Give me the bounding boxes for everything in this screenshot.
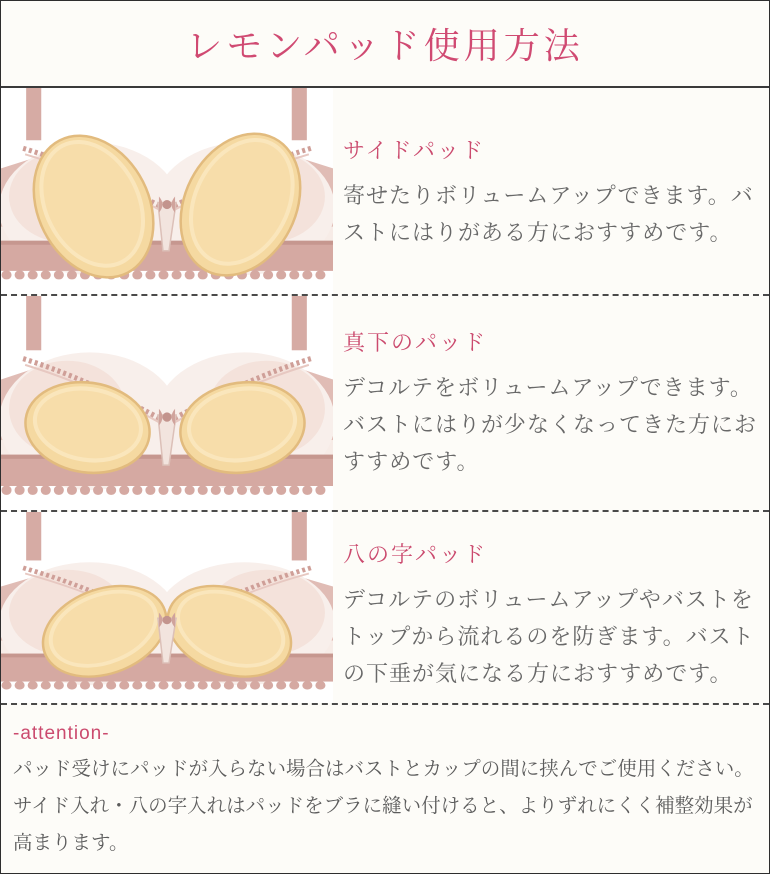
section-heading: 真下のパッド (343, 330, 488, 355)
section-body: デコルテをボリュームアップできます。バストにはりが少なくなってきた方におすすめです。 (343, 375, 758, 474)
section-hachi-pad (1, 512, 769, 705)
header (1, 1, 769, 88)
photo-wrap (1, 512, 333, 703)
section-bottom-pad (1, 296, 769, 512)
section-body: 寄せたりボリュームアップできます。バストにはりがある方におすすめです。 (343, 183, 754, 245)
section-heading: 八の字パッド (343, 542, 488, 567)
section-body: デコルテのボリュームアップやバストをトップから流れるのを防ぎます。バストの下垂が気になる方におすすめです。 (343, 587, 755, 686)
attention-body: パッド受けにパッドが入らない場合はバストとカップの間に挟んでご使用ください。サイド入れ・八の字入れはパッドをブラに縫い付けると、よりずれにくく補整効果が高まります。 (13, 758, 754, 854)
section-text (333, 296, 769, 510)
photo-wrap (1, 296, 333, 510)
section-text (333, 512, 769, 703)
bra-photo (1, 296, 333, 510)
bra-photo (1, 512, 333, 703)
page-title: レモンパッド使用方法 (186, 25, 584, 66)
attention-label: -attention- (13, 723, 110, 744)
section-heading: サイドパッド (343, 138, 486, 163)
section-side-pad (1, 88, 769, 296)
bra-photo (1, 88, 333, 294)
section-text (333, 88, 769, 294)
photo-wrap (1, 88, 333, 294)
attention-block (1, 705, 769, 862)
